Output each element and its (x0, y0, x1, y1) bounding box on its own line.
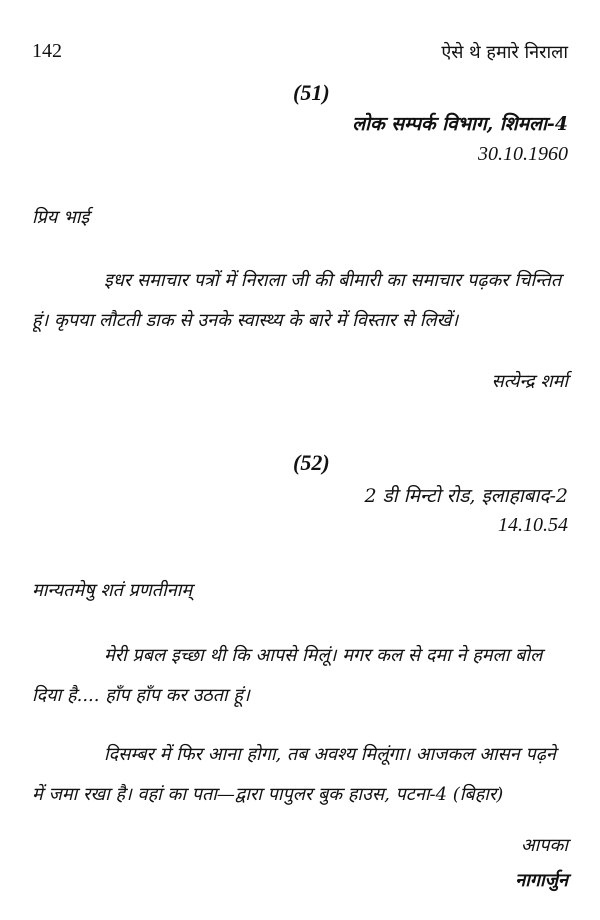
letter-paragraph (32, 261, 568, 341)
salutation: प्रिय भाई (32, 207, 90, 228)
sender-address: लोक सम्पर्क विभाग, शिमला-4 (352, 113, 568, 135)
paragraph-line: में जमा रखा है। वहां का पता—द्वारा पापुलर बुक हाउस, पटना-4 (बिहार) (32, 784, 504, 805)
paragraph-line: दिसम्बर में फिर आना होगा, तब अवश्य मिलूंगा। आजकल आसन पढ़ने (104, 744, 556, 765)
closing: आपका (520, 835, 568, 856)
paragraph-line: हूं। कृपया लौटती डाक से उनके स्वास्थ्य के बारे में विस्तार से लिखें। (32, 310, 459, 331)
letter-paragraph (32, 735, 568, 815)
page-number: 142 (32, 40, 62, 62)
signature: नागार्जुन (515, 870, 568, 891)
letter-number: (52) (293, 450, 330, 475)
paragraph-line: इधर समाचार पत्रों में निराला जी की बीमारी का समाचार पढ़कर चिन्तित (104, 270, 562, 291)
running-head: ऐसे थे हमारे निराला (441, 42, 568, 63)
letter-date: 14.10.54 (498, 514, 568, 536)
letter-paragraph (32, 636, 568, 716)
paragraph-line: दिया है.... हाँप हाँप कर उठता हूं। (32, 685, 250, 706)
signature: सत्येन्द्र शर्मा (491, 371, 568, 392)
sender-address: 2 डी मिन्टो रोड, इलाहाबाद-2 (364, 485, 568, 507)
letter-date: 30.10.1960 (478, 143, 568, 165)
letter-number: (51) (293, 80, 330, 105)
salutation: मान्यतमेषु शतं प्रणतीनाम् (32, 580, 193, 601)
paragraph-line: मेरी प्रबल इच्छा थी कि आपसे मिलूं। मगर कल से दमा ने हमला बोल (104, 645, 543, 666)
